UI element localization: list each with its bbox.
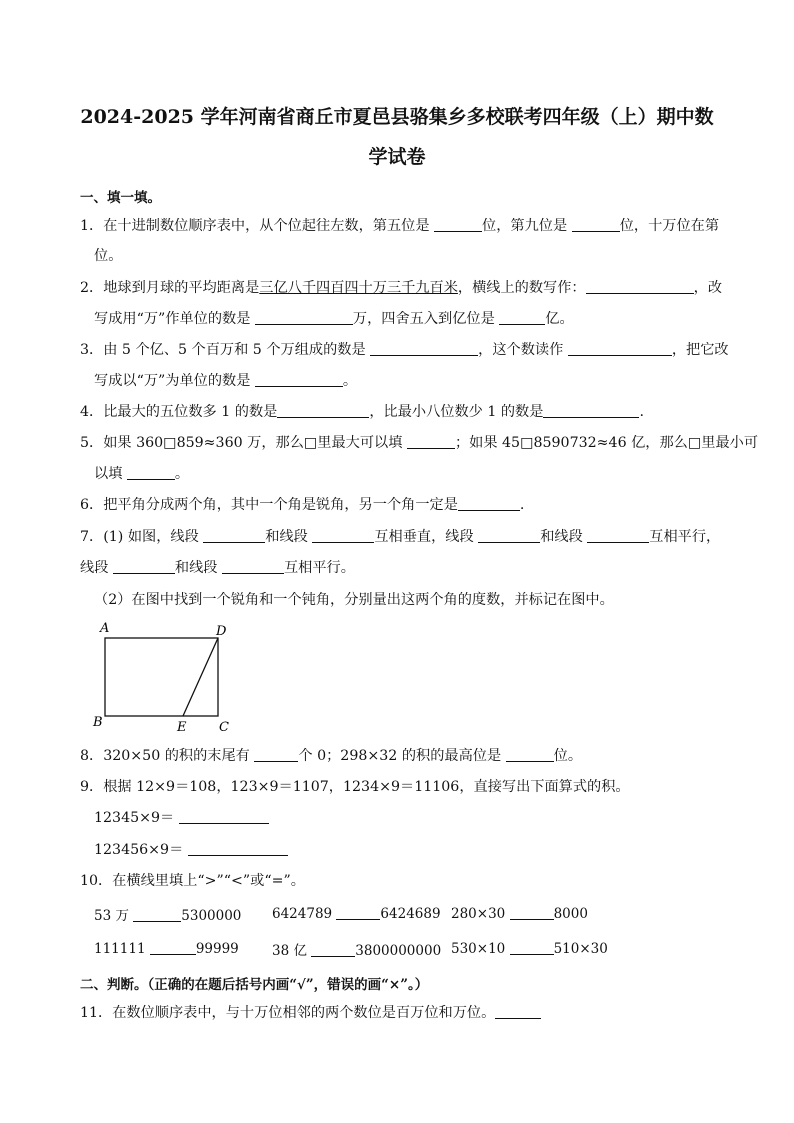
answer-blank[interactable] [478,527,540,543]
question-4: 4．比最大的五位数多 1 的数是 ，比最小八位数少 1 的数是 . [80,404,644,420]
answer-blank[interactable] [506,746,554,762]
answer-blank[interactable] [312,527,374,543]
answer-blank[interactable] [587,527,649,543]
answer-blank[interactable] [336,904,380,920]
compare-item: 280×30 8000 [451,906,588,922]
answer-blank[interactable] [133,906,181,922]
answer-blank[interactable] [113,558,175,574]
answer-blank[interactable] [203,527,265,543]
question-3: 3．由 5 个亿、5 个百万和 5 个万组成的数是 ，这个数读作 ，把它改 [80,342,729,358]
question-9-item2: 123456×9＝ [94,840,288,860]
question-5: 5．如果 360□859≈360 万，那么□里最大可以填 ；如果 45□8590732≈46 亿，那么□里最小可 [80,435,759,451]
segment-de [183,638,218,716]
question-6: 6．把平角分成两个角，其中一个角是锐角，另一个角一定是 . [80,497,525,513]
answer-blank[interactable] [127,464,175,480]
exam-title-line2: 学试卷 [368,146,426,168]
answer-blank[interactable] [407,433,455,449]
answer-blank[interactable] [499,309,545,325]
question-5-cont: 以填 。 [94,466,190,482]
point-label-a: A [100,621,110,636]
answer-blank[interactable] [255,371,343,387]
compare-item: 38 亿 3800000000 [272,943,442,959]
answer-blank[interactable] [510,939,554,955]
point-label-d: D [216,624,227,639]
answer-blank[interactable] [222,558,284,574]
compare-item: 6424789 6424689 [272,906,441,922]
answer-blank[interactable] [311,941,355,957]
question-7: 7．(1) 如图，线段 和线段 互相垂直，线段 和线段 互相平行， [80,529,721,545]
answer-blank[interactable] [543,402,639,418]
answer-blank[interactable] [255,309,353,325]
answer-blank[interactable] [254,746,298,762]
answer-blank[interactable] [370,340,478,356]
question-2-cont: 写成用“万”作单位的数是 万，四舍五入到亿位是 亿。 [94,311,574,327]
question-8: 8．320×50 的积的末尾有 个 0；298×32 的积的最高位是 位。 [80,748,583,764]
point-label-c: C [219,720,229,735]
answer-blank[interactable] [188,840,288,856]
question-3-cont: 写成以“万”为单位的数是 。 [94,373,358,389]
section-true-false: 二、判断。（正确的在题后括号内画“√”，错误的画“×”。） [80,977,429,993]
exam-title-line1: 2024-2025 学年河南省商丘市夏邑县骆集乡多校联考四年级（上）期中数 [80,106,714,128]
answer-blank[interactable] [434,216,482,232]
question-7-part2: （2）在图中找到一个锐角和一个钝角，分别量出这两个角的度数，并标记在图中。 [94,592,614,608]
compare-item: 53 万 5300000 [94,908,242,924]
point-label-e: E [177,720,187,735]
question-2: 2．地球到月球的平均距离是三亿八千四百四十万三千九百米，横线上的数写作： ，改 [80,280,723,296]
compare-item: 530×10 510×30 [451,941,608,957]
answer-blank[interactable] [277,402,369,418]
question-1-cont: 位。 [94,248,123,264]
answer-blank[interactable] [179,808,269,824]
compare-item: 111111 99999 [94,941,239,957]
underlined-number-words: 三亿八千四百四十万三千九百米 [259,280,458,296]
section-fill-in: 一、填一填。 [80,190,161,206]
answer-blank[interactable] [495,1003,541,1019]
question-11: 11．在数位顺序表中，与十万位相邻的两个数位是百万位和万位。 [80,1003,541,1023]
question-9: 9．根据 12×9＝108，123×9＝1107，1234×9＝11106，直接写出下面算式的积。 [80,779,630,795]
answer-blank[interactable] [150,939,196,955]
answer-blank[interactable] [572,216,620,232]
answer-blank[interactable] [510,904,554,920]
point-label-b: B [93,715,103,730]
question-7-cont: 线段 和线段 互相平行。 [80,560,355,576]
question-10: 10．在横线里填上“>”“<”或“=”。 [80,873,305,889]
rectangle-figure [88,616,248,736]
question-9-item1: 12345×9＝ [94,808,269,828]
question-1: 1．在十进制数位顺序表中，从个位起往左数，第五位是 位，第九位是 位，十万位在第 [80,218,720,234]
answer-blank[interactable] [586,278,694,294]
answer-blank[interactable] [458,495,520,511]
answer-blank[interactable] [568,340,672,356]
